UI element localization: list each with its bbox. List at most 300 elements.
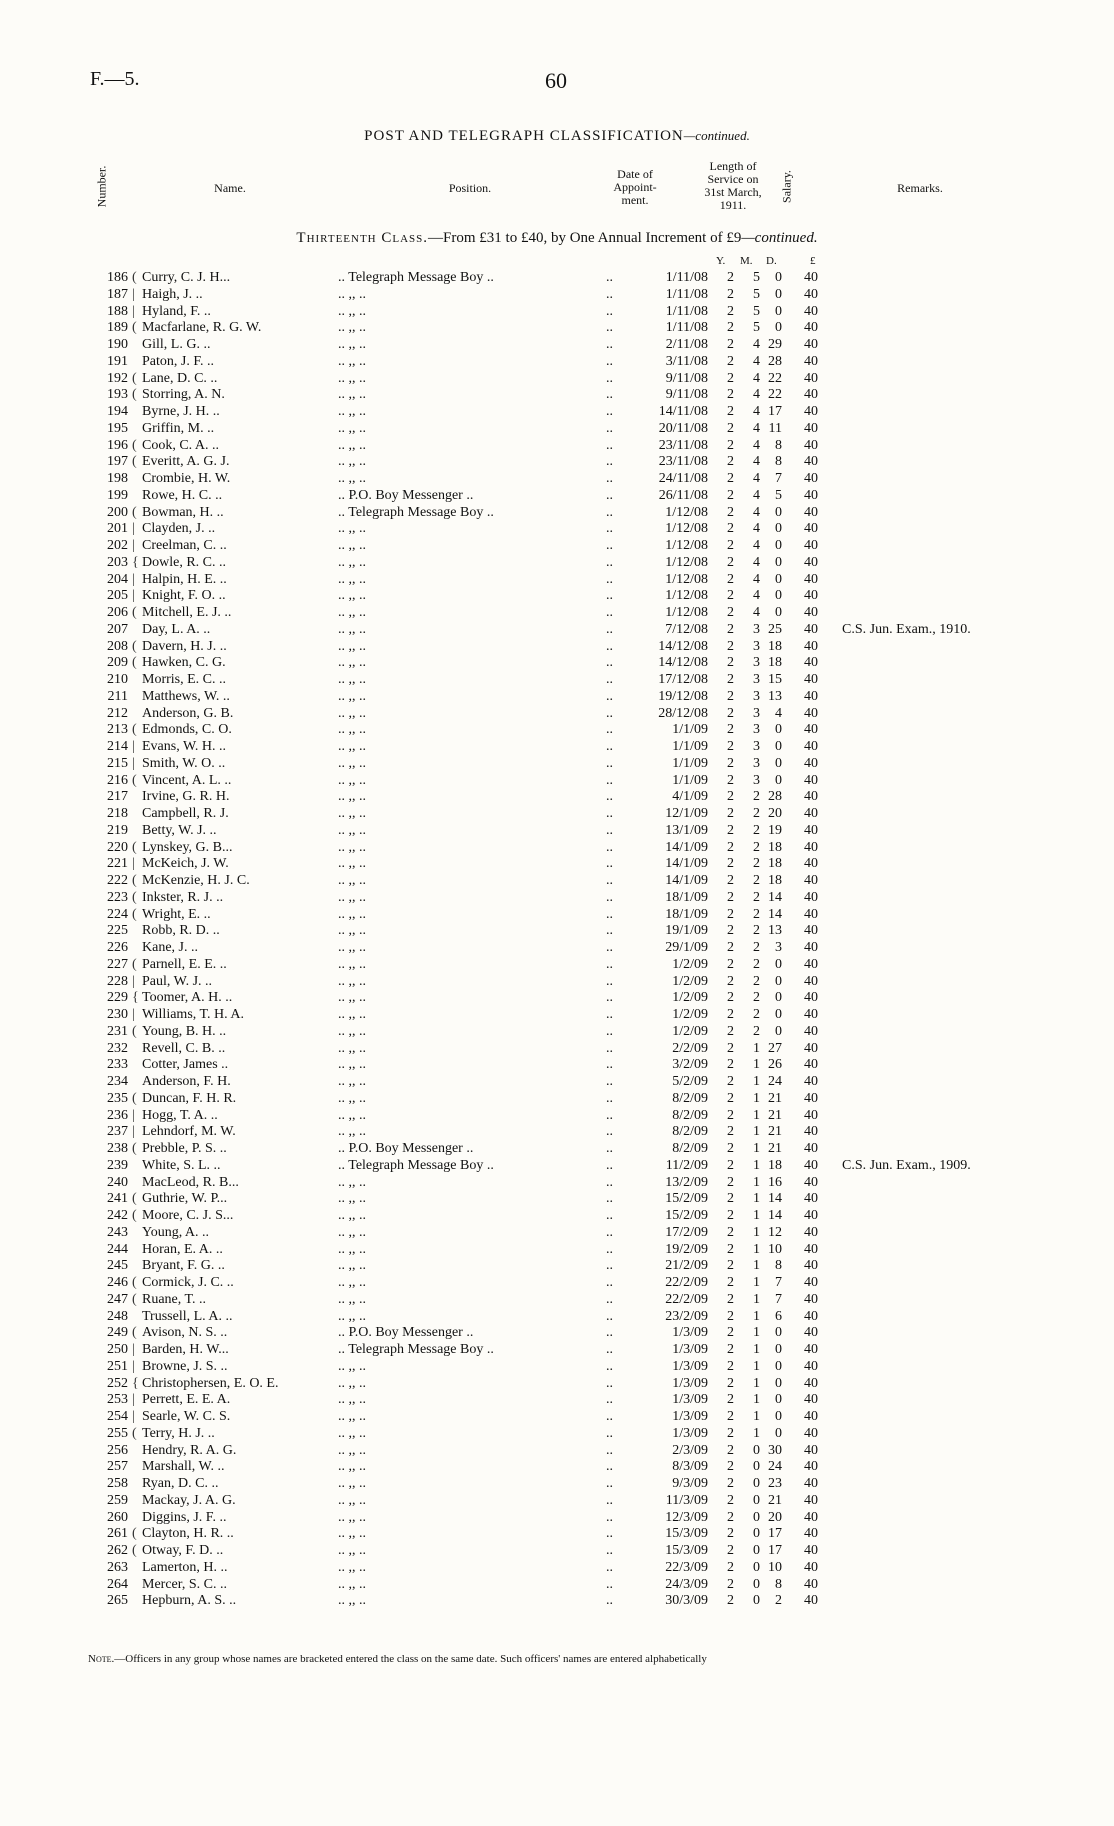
row-position: .. P.O. Boy Messenger ..	[338, 487, 474, 503]
row-years: 2	[727, 1425, 734, 1441]
row-date: 1/11/08	[665, 320, 708, 336]
row-years: 2	[727, 1509, 734, 1525]
row-salary: 40	[804, 638, 818, 654]
row-remarks	[818, 1108, 1012, 1125]
row-name: Hendry, R. A. G.	[142, 1442, 237, 1458]
row-bracket: (	[132, 1325, 137, 1341]
row-leader: ..	[606, 722, 613, 738]
row-days: 14	[768, 906, 782, 922]
row-leader: ..	[606, 538, 613, 553]
table-row	[90, 1124, 1012, 1141]
row-name: Haigh, J. ..	[142, 286, 203, 302]
row-leader: ..	[606, 1358, 613, 1374]
row-bracket: (	[132, 605, 137, 620]
row-salary: 40	[804, 588, 818, 604]
row-number: 248	[107, 1308, 128, 1324]
row-number: 237	[107, 1124, 128, 1140]
row-bracket: (	[132, 1208, 137, 1223]
row-salary: 40	[804, 923, 818, 939]
row-leader: ..	[606, 554, 613, 570]
row-position: .. ,, ..	[338, 353, 366, 369]
row-date: 24/3/09	[665, 1576, 708, 1592]
row-position: .. ,, ..	[338, 320, 366, 336]
row-leader: ..	[606, 1308, 613, 1324]
header-salary: Salary.	[779, 170, 794, 203]
row-days: 28	[768, 353, 782, 369]
header-length-l2: Service on	[707, 172, 759, 186]
row-remarks	[818, 521, 1012, 538]
row-position: .. ,, ..	[338, 1442, 366, 1458]
row-position: .. ,, ..	[338, 839, 366, 855]
row-name: Paul, W. J. ..	[142, 973, 213, 989]
row-salary: 40	[804, 605, 818, 620]
table-row	[90, 1091, 1012, 1108]
row-days: 0	[775, 739, 782, 754]
row-salary: 40	[804, 1124, 818, 1140]
row-months: 3	[753, 705, 760, 721]
row-leader: ..	[606, 487, 613, 503]
row-salary: 40	[804, 856, 818, 872]
row-days: 20	[768, 806, 782, 821]
row-days: 16	[768, 1174, 782, 1190]
table-row	[90, 1292, 1012, 1309]
table-row	[90, 1577, 1012, 1594]
row-years: 2	[727, 672, 734, 687]
row-date: 8/2/09	[672, 1090, 708, 1106]
row-bracket: (	[132, 1291, 137, 1307]
row-months: 5	[753, 320, 760, 336]
row-date: 1/3/09	[672, 1409, 708, 1424]
row-position: .. ,, ..	[338, 1358, 366, 1374]
header-number: Number.	[94, 165, 109, 208]
row-bracket: (	[132, 437, 137, 453]
table-row	[90, 1225, 1012, 1242]
row-name: Morris, E. C. ..	[142, 672, 226, 687]
row-name: Williams, T. H. A.	[142, 1007, 244, 1022]
row-bracket: (	[132, 1275, 137, 1290]
row-number: 217	[107, 789, 128, 805]
row-number: 245	[107, 1258, 128, 1274]
row-days: 2	[775, 1593, 782, 1609]
row-remarks	[818, 371, 1012, 388]
row-bracket	[132, 1158, 142, 1175]
row-leader: ..	[606, 1224, 613, 1240]
row-salary: 40	[804, 1090, 818, 1106]
row-months: 3	[753, 722, 760, 738]
row-name: Revell, C. B. ..	[142, 1040, 226, 1056]
row-salary: 40	[804, 1241, 818, 1257]
row-years: 2	[727, 1124, 734, 1140]
row-remarks	[818, 789, 1012, 806]
row-remarks	[818, 1359, 1012, 1376]
row-date: 1/1/09	[672, 722, 708, 738]
row-remarks	[818, 773, 1012, 790]
row-position: .. ,, ..	[338, 588, 366, 604]
row-bracket: |	[132, 1107, 135, 1123]
header-remarks: Remarks.	[897, 181, 943, 195]
row-leader: ..	[606, 387, 613, 403]
row-number: 203	[107, 554, 128, 570]
row-salary: 40	[804, 286, 818, 302]
row-number: 260	[107, 1509, 128, 1525]
row-name: Christophersen, E. O. E.	[142, 1375, 279, 1391]
row-date: 9/3/09	[672, 1476, 708, 1491]
row-salary: 40	[804, 1275, 818, 1290]
row-name: Hawken, C. G.	[142, 655, 226, 671]
row-years: 2	[727, 739, 734, 754]
table-row	[90, 605, 1012, 622]
row-name: Cormick, J. C. ..	[142, 1275, 234, 1290]
row-date: 12/1/09	[665, 806, 708, 821]
row-remarks	[818, 1208, 1012, 1225]
row-years: 2	[727, 772, 734, 788]
row-name: Macfarlane, R. G. W.	[142, 320, 262, 336]
row-position: .. ,, ..	[338, 387, 366, 403]
row-name: McKenzie, H. J. C.	[142, 873, 250, 888]
header-name: Name.	[214, 181, 246, 195]
row-leader: ..	[606, 705, 613, 721]
table-row	[90, 521, 1012, 538]
row-leader: ..	[606, 521, 613, 537]
row-leader: ..	[606, 990, 613, 1006]
row-name: Mitchell, E. J. ..	[142, 605, 232, 620]
row-date: 1/12/08	[665, 605, 708, 620]
row-years: 2	[727, 1090, 734, 1106]
row-remarks	[818, 1258, 1012, 1275]
row-years: 2	[727, 1409, 734, 1424]
row-name: Browne, J. S. ..	[142, 1358, 228, 1374]
row-remarks	[818, 1476, 1012, 1493]
row-remarks	[818, 823, 1012, 840]
row-leader: ..	[606, 806, 613, 821]
table-row	[90, 639, 1012, 656]
row-name: Betty, W. J. ..	[142, 822, 217, 838]
row-date: 24/11/08	[658, 471, 708, 486]
row-remarks: C.S. Jun. Exam., 1910.	[842, 621, 971, 637]
row-days: 14	[768, 1208, 782, 1223]
row-bracket: (	[132, 270, 137, 285]
row-name: Campbell, R. J.	[142, 806, 229, 821]
row-number: 249	[107, 1325, 128, 1341]
row-years: 2	[727, 337, 734, 352]
row-remarks	[818, 1041, 1012, 1058]
row-leader: ..	[606, 1459, 613, 1475]
row-salary: 40	[804, 956, 818, 972]
row-remarks	[818, 1007, 1012, 1024]
row-leader: ..	[606, 571, 613, 587]
row-salary: 40	[804, 1442, 818, 1458]
row-position: .. ,, ..	[338, 1208, 366, 1223]
row-years: 2	[727, 1459, 734, 1475]
row-days: 0	[775, 571, 782, 587]
row-years: 2	[727, 1241, 734, 1257]
row-days: 18	[768, 1157, 782, 1173]
row-position: .. ,, ..	[338, 1308, 366, 1324]
row-leader: ..	[606, 420, 613, 436]
row-number: 219	[107, 822, 128, 838]
row-bracket: (	[132, 638, 137, 654]
row-remarks	[818, 488, 1012, 505]
row-days: 14	[768, 1191, 782, 1207]
row-position: .. ,, ..	[338, 471, 366, 486]
row-position: .. ,, ..	[338, 1291, 366, 1307]
row-number: 242	[107, 1208, 128, 1223]
row-bracket	[132, 1577, 142, 1594]
row-years: 2	[727, 1107, 734, 1123]
row-salary: 40	[804, 571, 818, 587]
row-salary: 40	[804, 1141, 818, 1156]
row-number: 197	[107, 454, 128, 470]
row-years: 2	[727, 370, 734, 386]
row-date: 13/2/09	[665, 1174, 708, 1190]
row-number: 206	[107, 605, 128, 620]
row-name: Horan, E. A. ..	[142, 1241, 223, 1257]
table-row	[90, 1007, 1012, 1024]
row-days: 8	[775, 437, 782, 453]
row-name: Young, B. H. ..	[142, 1023, 227, 1039]
table-row	[90, 940, 1012, 957]
row-bracket: (	[132, 956, 137, 972]
row-remarks	[818, 856, 1012, 873]
row-months: 1	[753, 1425, 760, 1441]
table-row	[90, 1141, 1012, 1158]
class-text: —From £31 to £40, by One Annual Increment of £9	[428, 230, 742, 246]
table-row	[90, 1074, 1012, 1091]
table-row	[90, 337, 1012, 354]
row-months: 2	[753, 856, 760, 872]
table-row	[90, 706, 1012, 723]
row-days: 26	[768, 1057, 782, 1073]
row-bracket: (	[132, 906, 137, 922]
row-name: Trussell, L. A. ..	[142, 1308, 233, 1324]
row-name: Clayton, H. R. ..	[142, 1526, 234, 1542]
row-bracket	[132, 337, 142, 354]
row-bracket: |	[132, 973, 135, 989]
row-months: 5	[753, 303, 760, 319]
row-name: Avison, N. S. ..	[142, 1325, 228, 1341]
row-salary: 40	[804, 940, 818, 955]
row-leader: ..	[606, 337, 613, 352]
row-years: 2	[727, 1291, 734, 1307]
row-leader: ..	[606, 1141, 613, 1156]
row-days: 24	[768, 1459, 782, 1475]
row-number: 223	[107, 889, 128, 905]
table-row	[90, 1175, 1012, 1192]
row-bracket: (	[132, 387, 137, 403]
header-length	[688, 160, 778, 212]
row-position: .. ,, ..	[338, 1425, 366, 1441]
row-days: 17	[768, 1526, 782, 1542]
row-days: 0	[775, 722, 782, 738]
row-bracket: {	[132, 990, 139, 1006]
row-position: .. ,, ..	[338, 1275, 366, 1290]
row-number: 246	[107, 1275, 128, 1290]
row-years: 2	[727, 906, 734, 922]
row-number: 235	[107, 1090, 128, 1106]
row-days: 18	[768, 638, 782, 654]
row-leader: ..	[606, 404, 613, 419]
table-row	[90, 1376, 1012, 1393]
row-number: 259	[107, 1492, 128, 1508]
row-years: 2	[727, 873, 734, 888]
row-remarks	[818, 840, 1012, 857]
row-remarks	[818, 572, 1012, 589]
row-salary: 40	[804, 1174, 818, 1190]
row-position: .. ,, ..	[338, 672, 366, 687]
row-number: 220	[107, 839, 128, 855]
row-date: 14/1/09	[665, 873, 708, 888]
row-remarks	[818, 756, 1012, 773]
row-name: White, S. L. ..	[142, 1157, 221, 1173]
row-position: .. ,, ..	[338, 1124, 366, 1140]
row-months: 2	[753, 873, 760, 888]
row-salary: 40	[804, 404, 818, 419]
row-position: .. ,, ..	[338, 755, 366, 771]
header-date	[600, 168, 670, 207]
row-remarks	[818, 1225, 1012, 1242]
row-months: 1	[753, 1275, 760, 1290]
row-date: 1/12/08	[665, 571, 708, 587]
row-bracket: |	[132, 588, 135, 604]
table-row	[90, 806, 1012, 823]
row-years: 2	[727, 1157, 734, 1173]
row-months: 2	[753, 1023, 760, 1039]
row-salary: 40	[804, 1459, 818, 1475]
row-salary: 40	[804, 789, 818, 805]
row-months: 5	[753, 286, 760, 302]
table-row	[90, 823, 1012, 840]
table-row	[90, 1359, 1012, 1376]
row-date: 4/1/09	[672, 789, 708, 805]
row-months: 1	[753, 1074, 760, 1089]
row-number: 234	[107, 1074, 128, 1089]
row-months: 2	[753, 789, 760, 805]
row-number: 214	[107, 739, 128, 754]
row-remarks	[818, 1577, 1012, 1594]
header-date-l1: Date of	[617, 167, 653, 181]
row-leader: ..	[606, 588, 613, 604]
row-years: 2	[727, 1141, 734, 1156]
row-date: 1/1/09	[672, 739, 708, 754]
row-salary: 40	[804, 320, 818, 336]
row-date: 21/2/09	[665, 1258, 708, 1274]
row-months: 4	[753, 420, 760, 436]
row-number: 192	[107, 370, 128, 386]
row-months: 4	[753, 571, 760, 587]
row-name: Prebble, P. S. ..	[142, 1141, 227, 1156]
row-days: 8	[775, 454, 782, 470]
row-days: 29	[768, 337, 782, 352]
row-days: 24	[768, 1074, 782, 1089]
row-remarks	[818, 655, 1012, 672]
document-reference: F.—5.	[90, 68, 140, 90]
row-salary: 40	[804, 1308, 818, 1324]
row-position: .. ,, ..	[338, 772, 366, 788]
row-days: 0	[775, 956, 782, 972]
row-bracket	[132, 1593, 142, 1610]
row-years: 2	[727, 1593, 734, 1609]
row-name: Wright, E. ..	[142, 906, 211, 922]
row-number: 231	[107, 1023, 128, 1039]
row-leader: ..	[606, 739, 613, 754]
row-days: 12	[768, 1224, 782, 1240]
row-position: .. ,, ..	[338, 906, 366, 922]
row-leader: ..	[606, 1090, 613, 1106]
row-position: .. ,, ..	[338, 571, 366, 587]
row-date: 9/11/08	[665, 370, 708, 386]
row-number: 198	[107, 471, 128, 486]
row-bracket	[132, 1074, 142, 1091]
row-name: Mackay, J. A. G.	[142, 1492, 236, 1508]
row-remarks	[818, 287, 1012, 304]
row-date: 2/11/08	[665, 337, 708, 352]
row-date: 11/2/09	[665, 1157, 708, 1173]
row-salary: 40	[804, 1358, 818, 1374]
row-name: Barden, H. W...	[142, 1342, 229, 1357]
row-position: .. Telegraph Message Boy ..	[338, 270, 494, 285]
row-bracket	[132, 354, 142, 371]
row-number: 218	[107, 806, 128, 821]
table-row	[90, 538, 1012, 555]
row-months: 2	[753, 990, 760, 1006]
row-name: Otway, F. D. ..	[142, 1543, 224, 1558]
row-number: 222	[107, 873, 128, 888]
row-number: 199	[107, 487, 128, 503]
row-days: 18	[768, 839, 782, 855]
row-position: .. ,, ..	[338, 873, 366, 888]
row-months: 4	[753, 370, 760, 386]
row-salary: 40	[804, 1258, 818, 1274]
row-position: .. ,, ..	[338, 638, 366, 654]
row-bracket	[132, 689, 142, 706]
unit-days: D.	[766, 255, 777, 267]
table-row	[90, 354, 1012, 371]
row-years: 2	[727, 437, 734, 453]
row-years: 2	[727, 1392, 734, 1408]
row-days: 0	[775, 1007, 782, 1022]
row-years: 2	[727, 1375, 734, 1391]
row-months: 1	[753, 1224, 760, 1240]
row-position: .. ,, ..	[338, 538, 366, 553]
row-name: Vincent, A. L. ..	[142, 772, 232, 788]
row-months: 0	[753, 1492, 760, 1508]
row-name: Dowle, R. C. ..	[142, 554, 226, 570]
row-months: 1	[753, 1157, 760, 1173]
row-days: 27	[768, 1040, 782, 1056]
row-position: .. ,, ..	[338, 1543, 366, 1558]
table-row	[90, 1057, 1012, 1074]
row-name: Perrett, E. E. A.	[142, 1392, 231, 1408]
row-salary: 40	[804, 1191, 818, 1207]
row-remarks	[818, 1275, 1012, 1292]
row-position: .. ,, ..	[338, 923, 366, 939]
row-years: 2	[727, 1224, 734, 1240]
table-row	[90, 773, 1012, 790]
row-number: 194	[107, 404, 128, 419]
row-leader: ..	[606, 1342, 613, 1357]
row-leader: ..	[606, 605, 613, 620]
row-salary: 40	[804, 688, 818, 704]
row-leader: ..	[606, 856, 613, 872]
row-months: 0	[753, 1459, 760, 1475]
row-name: Guthrie, W. P...	[142, 1191, 228, 1207]
row-number: 261	[107, 1526, 128, 1542]
row-position: .. ,, ..	[338, 722, 366, 738]
row-months: 4	[753, 471, 760, 486]
table-row	[90, 1258, 1012, 1275]
row-leader: ..	[606, 1526, 613, 1542]
row-days: 21	[768, 1141, 782, 1156]
